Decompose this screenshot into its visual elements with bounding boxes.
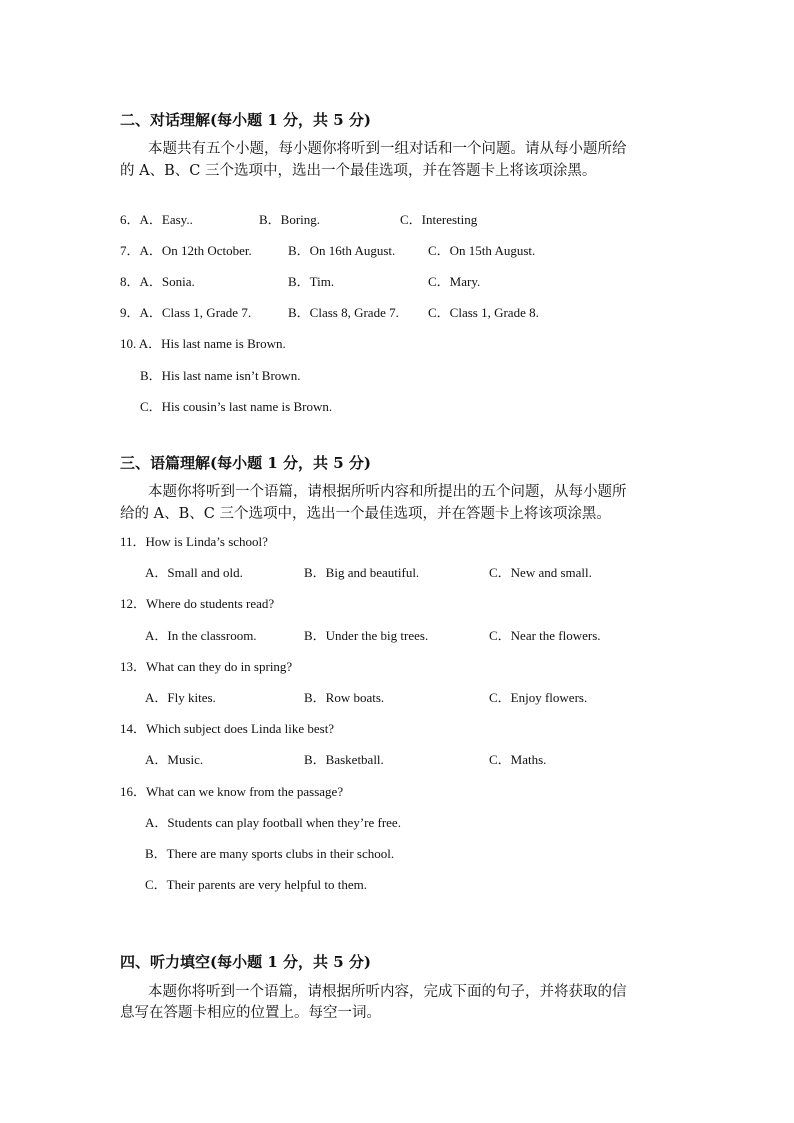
q16-stem: 16．What can we know from the passage?	[120, 784, 344, 799]
q16-option-c: C．Their parents are very helpful to them.	[145, 877, 368, 892]
section-2-intro-line1: 本题共有五个小题，每小题你将听到一组对话和一个问题。请从每小题所给	[148, 141, 627, 157]
q13-option-c: C．Enjoy flowers.	[489, 690, 588, 705]
q9-option-b: B．Class 8, Grade 7.	[288, 305, 399, 320]
q12-stem: 12．Where do students read?	[120, 596, 275, 611]
q11-stem: 11．How is Linda’s school?	[120, 534, 268, 549]
q13-option-a: A．Fly kites.	[145, 690, 216, 705]
q10-option-b: B．His last name isn’t Brown.	[140, 368, 301, 383]
q7-option-b: B．On 16th August.	[288, 243, 396, 258]
q14-stem: 14．Which subject does Linda like best?	[120, 721, 335, 736]
q9-option-c: C．Class 1, Grade 8.	[428, 305, 539, 320]
q12-option-b: B．Under the big trees.	[304, 628, 429, 643]
section-2-heading: 二、对话理解(每小题 1 分，共 5 分)	[120, 111, 371, 129]
q14-option-b: B．Basketball.	[304, 752, 384, 767]
q16-option-a: A．Students can play football when they’re free.	[145, 815, 401, 830]
q11-option-a: A．Small and old.	[145, 565, 243, 580]
section-4-intro-line1: 本题你将听到一个语篇，请根据所听内容，完成下面的句子，并将获取的信	[148, 984, 627, 1000]
q16-option-b: B．There are many sports clubs in their school.	[145, 846, 395, 861]
q11-option-b: B．Big and beautiful.	[304, 565, 420, 580]
section-3-intro-line1: 本题你将听到一个语篇，请根据所听内容和所提出的五个问题，从每小题所	[148, 484, 627, 500]
q13-stem: 13．What can they do in spring?	[120, 659, 293, 674]
q7-option-a: 7．A．On 12th October.	[120, 243, 252, 258]
section-4-heading: 四、听力填空(每小题 1 分，共 5 分)	[120, 953, 371, 971]
section-3-heading: 三、语篇理解(每小题 1 分，共 5 分)	[120, 454, 371, 472]
q12-option-a: A．In the classroom.	[145, 628, 257, 643]
q8-option-b: B．Tim.	[288, 274, 335, 289]
q6-option-b: B．Boring.	[259, 212, 321, 227]
q8-option-c: C．Mary.	[428, 274, 481, 289]
q6-option-a: 6．A．Easy..	[120, 212, 193, 227]
section-3-intro-line2: 给的 A、B、C 三个选项中，选出一个最佳选项，并在答题卡上将该项涂黑。	[120, 506, 611, 522]
q14-option-c: C．Maths.	[489, 752, 547, 767]
q9-option-a: 9．A．Class 1, Grade 7.	[120, 305, 252, 320]
q8-option-a: 8．A．Sonia.	[120, 274, 195, 289]
q6-option-c: C．Interesting	[400, 212, 478, 227]
section-2-intro-line2: 的 A、B、C 三个选项中，选出一个最佳选项，并在答题卡上将该项涂黑。	[120, 163, 597, 179]
q13-option-b: B．Row boats.	[304, 690, 385, 705]
q14-option-a: A．Music.	[145, 752, 204, 767]
q11-option-c: C．New and small.	[489, 565, 592, 580]
section-4-intro-line2: 息写在答题卡相应的位置上。每空一词。	[120, 1005, 381, 1021]
q10-option-a: 10. A．His last name is Brown.	[120, 336, 286, 351]
q12-option-c: C．Near the flowers.	[489, 628, 601, 643]
q10-option-c: C．His cousin’s last name is Brown.	[140, 399, 333, 414]
q7-option-c: C．On 15th August.	[428, 243, 536, 258]
